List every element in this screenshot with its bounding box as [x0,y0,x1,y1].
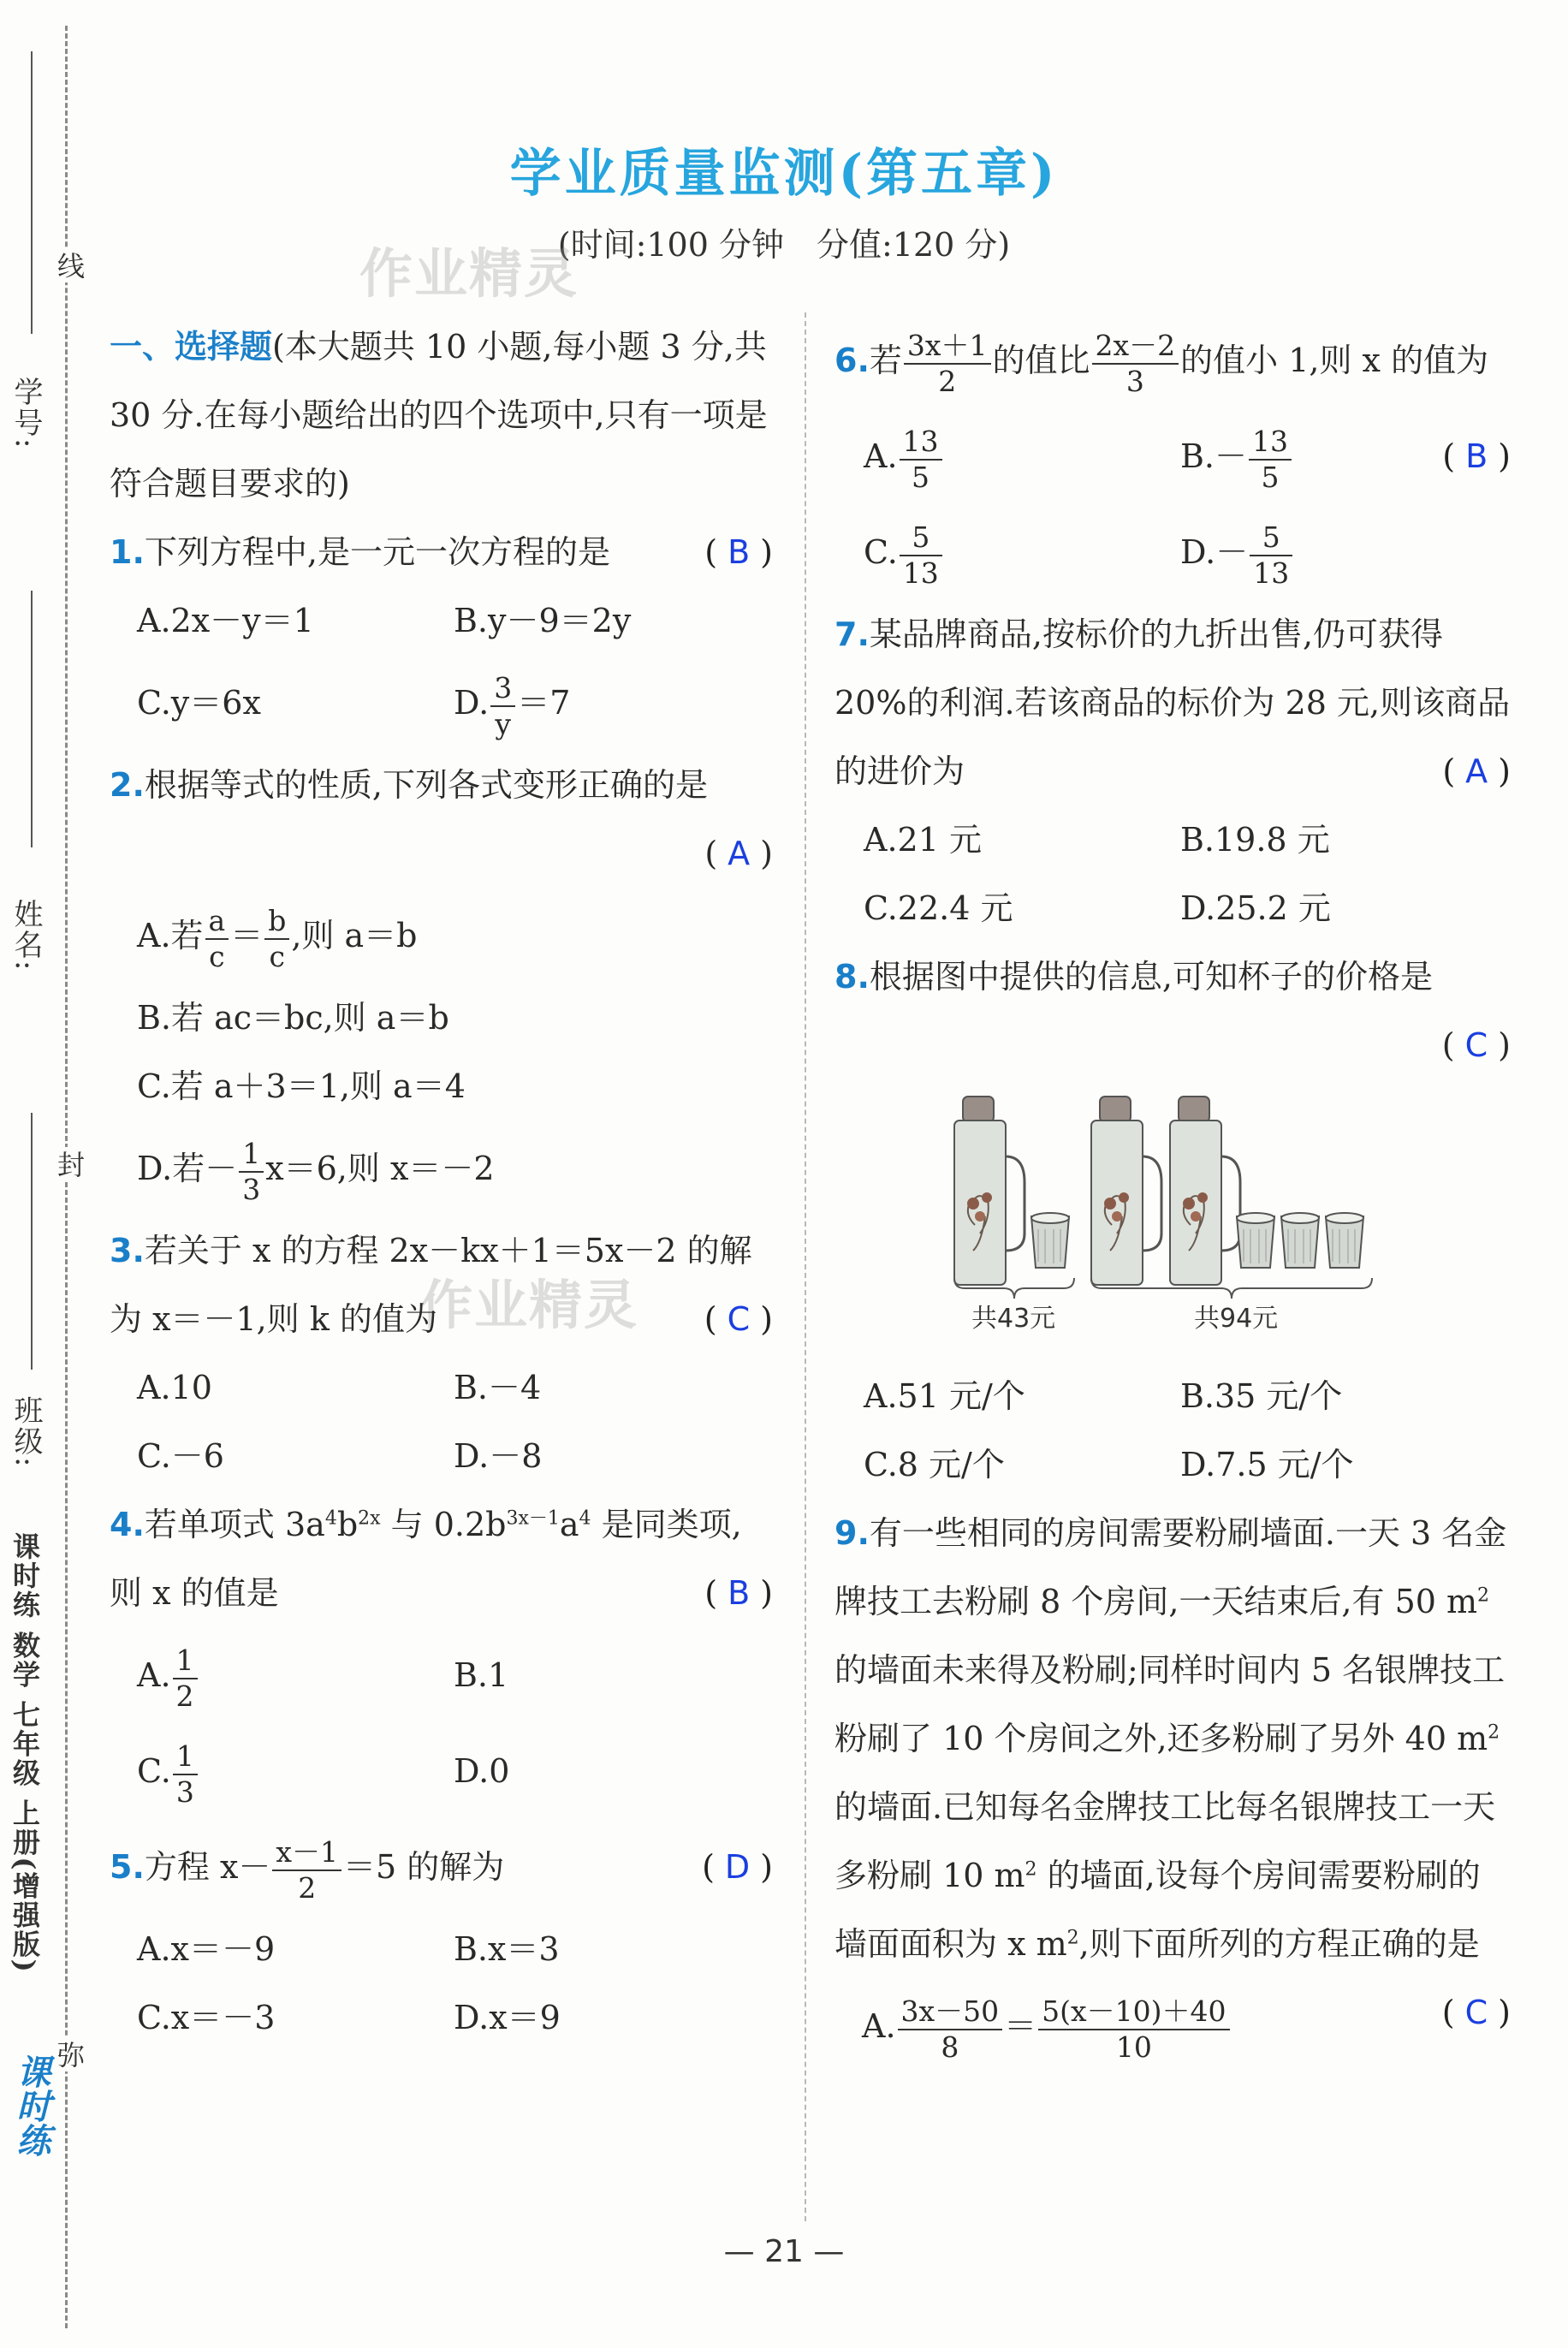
option-c: C. $\frac{1}{3}$ [137,1723,454,1819]
option-d: D.0 [454,1752,510,1790]
question-stem: 有一些相同的房间需要粉刷墙面.一天 3 名金牌技工去粉刷 8 个房间,一天结束后,有 50 $m^2$ 的墙面未来得及粉刷;同样时间内 5 名银牌技工粉刷了 10 个房间之外,还多粉刷了另外 40 $m^2$ 的墙面.已知每名金牌技工比每名银牌技工一天多粉刷 10 $m^2$ 的墙面,设每个房间需要粉刷的墙面面积为 x $m^2$,则下面所列的方程正确的是 [834,1514,1507,1963]
question-stem: 某品牌商品,按标价的九折出售,仍可获得 20%的利润.若该商品的标价为 28 元,则该商品的进价为 [834,615,1511,790]
answer-slot: ( D ) [702,1848,773,1886]
fraction: $\frac{3x+1}{2}$ [904,329,991,399]
answer-slot: ( C ) [1441,1994,1511,2031]
option-b: B.1 [454,1656,509,1694]
question-1 [110,518,773,586]
question-number: 1. [110,533,145,571]
answer-letter: C [1464,1994,1488,2031]
question-8 [834,942,1511,1011]
option-c: C.8 元/个 [864,1446,1005,1483]
name-underline [31,591,33,847]
question-number: 7. [834,615,870,653]
fraction: $\frac{x-1}{2}$ [272,1835,342,1905]
answer-slot: ( A ) [1442,752,1511,790]
options [110,586,773,751]
figure-drawing [946,1079,1391,1319]
option-a: A. $\frac{3x-50}{8}$ ＝ $\frac{5(x-10)+40}{10}$ [834,1978,1511,2074]
question-stem: 若 $\frac{3x+1}{2}$ 的值比 $\frac{2x-2}{3}$ 的值小 1,则 x 的值为 [869,328,1489,398]
fraction: $\frac{1}{2}$ [173,1644,198,1714]
option-a: A.21 元 [864,821,982,859]
page-title: 学业质量监测(第五章) [509,144,1059,204]
question-4 [110,1490,773,1627]
page-number: — 21 — [723,2234,845,2269]
left-column [110,312,773,2052]
question-number: 9. [834,1514,870,1552]
question-number: 8. [834,958,870,996]
answer-slot: ( C ) [1441,1026,1511,1064]
fraction: $\frac{13}{5}$ [1249,425,1292,495]
answer-slot: ( B ) [704,533,773,571]
option-d: D.若－ $\frac{1}{3}$ x＝6,则 x＝－2 [137,1136,495,1206]
cut-mark-top: 线 [50,248,89,282]
fraction: $\frac{3}{y}$ [490,671,515,741]
fraction: $\frac{5}{13}$ [1250,520,1292,591]
class-label: 班级: [9,1395,43,1469]
column-divider [805,312,806,2221]
answer-letter: A [1465,752,1488,790]
cut-mark-bottom: 弥 [50,2037,89,2072]
option-c: C. $\frac{5}{13}$ [864,504,1180,600]
question-number: 5. [110,1848,145,1886]
question-stem: 下列方程中,是一元一次方程的是 [144,533,610,571]
option-d: D.25.2 元 [1180,889,1331,927]
option-a: A.若 $\frac{a}{c}$ ＝ $\frac{b}{c}$ ,则 a＝b [137,903,418,973]
answer-letter: C [727,1300,751,1338]
answer-slot: ( B ) [704,1574,773,1612]
question-3 [110,1216,773,1353]
answer-letter: C [1464,1026,1488,1064]
section-intro [110,312,773,518]
option-d: D.7.5 元/个 [1180,1446,1354,1483]
class-underline [31,1113,33,1370]
answer-letter: B [728,533,751,571]
option-c: C.－6 [137,1437,224,1475]
options [834,805,1511,942]
option-d: D. $\frac{3}{y}$ ＝7 [454,670,571,740]
fraction: $\frac{b}{c}$ [264,904,289,974]
section-label: 一、选择题 [110,327,273,366]
option-c: C.若 a＋3＝1,则 a＝4 [137,1067,466,1105]
option-b: B.x＝3 [454,1930,560,1968]
option-b: B.－4 [454,1369,542,1406]
right-column [834,312,1511,2074]
option-b: B.19.8 元 [1180,821,1330,859]
option-b: B.y－9＝2y [454,602,632,639]
options [110,1353,773,1490]
name-label: 姓名: [9,899,43,972]
figure-caption-left: 共43元 [971,1304,1056,1334]
fraction: $\frac{5}{13}$ [900,520,942,591]
page-subtitle: (时间:100 分钟 分值:120 分) [557,226,1011,264]
question-number: 6. [834,342,870,379]
option-b: B.－ $\frac{13}{5}$ [1180,408,1442,504]
question-number: 2. [110,766,145,804]
fraction: $\frac{5(x-10)+40}{10}$ [1038,1994,1229,2065]
answer-slot: ( B ) [1442,437,1511,475]
options [110,1627,773,1819]
book-label: 课时练 数学 七年级 上册(增强版) [9,1532,41,1974]
option-c: C.y＝6x [137,684,261,722]
question-stem: 方程 x－ $\frac{x-1}{2}$ ＝5 的解为 [144,1834,505,1905]
option-a: A.10 [137,1369,212,1406]
question-stem: 若关于 x 的方程 2x－kx＋1＝5x－2 的解为 x＝－1,则 k 的值为 [110,1232,752,1338]
option-d: D.x＝9 [454,1999,561,2036]
option-d: D.－ $\frac{5}{13}$ [1180,504,1442,600]
fraction: $\frac{3x-50}{8}$ [898,1994,1003,2065]
question-stem: 若单项式 $3a^4b^{2x}$ 与 $0.2b^{3x-1}a^4$ 是同类项,则 x 的值是 [110,1506,742,1612]
question-number: 4. [110,1506,145,1543]
watermark-top: 作业精灵 [359,242,579,305]
figure-caption-right: 共94元 [1194,1304,1279,1334]
option-d: D.－8 [454,1437,543,1475]
answer-letter: B [1465,437,1488,475]
brand-label: 课时练 [11,2054,50,2157]
question-number: 3. [110,1232,145,1269]
watermark-mid: 作业精灵 [419,1274,639,1336]
answer-slot: ( A ) [704,835,773,872]
option-a: A. $\frac{1}{2}$ [137,1627,454,1723]
option-a: A.2x－y＝1 [137,602,314,639]
question-stem: 根据等式的性质,下列各式变形正确的是 [144,766,708,804]
question-stem: 根据图中提供的信息,可知杯子的价格是 [869,958,1433,996]
option-a: A.x＝－9 [137,1930,276,1968]
binding-strip [0,0,103,2348]
options [834,408,1442,600]
fraction: $\frac{1}{3}$ [173,1739,198,1810]
answer-letter: D [724,1848,751,1886]
fraction: $\frac{13}{5}$ [900,425,942,495]
section-desc: (本大题共 10 小题,每小题 3 分,共 30 分.在每小题给出的四个选项中,只有一项是符合题目要求的) [110,328,768,502]
thermos-cup-figure [946,1079,1391,1362]
fraction: $\frac{2x-2}{3}$ [1092,329,1179,399]
option-a: A. $\frac{13}{5}$ [864,408,1180,504]
answer-letter: A [728,835,751,872]
fraction: $\frac{1}{3}$ [239,1137,264,1207]
cut-mark-mid: 封 [50,1147,89,1181]
option-a: A.51 元/个 [864,1377,1025,1415]
question-7 [834,600,1511,805]
options [110,1915,773,2052]
option-b: B.35 元/个 [1180,1377,1343,1415]
question-2 [110,751,773,819]
student-id-label: 学号: [9,377,43,450]
answer-letter: B [728,1574,751,1612]
options [834,1362,1511,1499]
option-c: C.22.4 元 [864,889,1013,927]
option-c: C.x＝－3 [137,1999,276,2036]
question-5 [110,1819,773,1915]
answer-slot: ( C ) [704,1300,773,1338]
option-b: B.若 ac＝bc,则 a＝b [137,999,449,1037]
fraction: $\frac{a}{c}$ [205,904,229,974]
